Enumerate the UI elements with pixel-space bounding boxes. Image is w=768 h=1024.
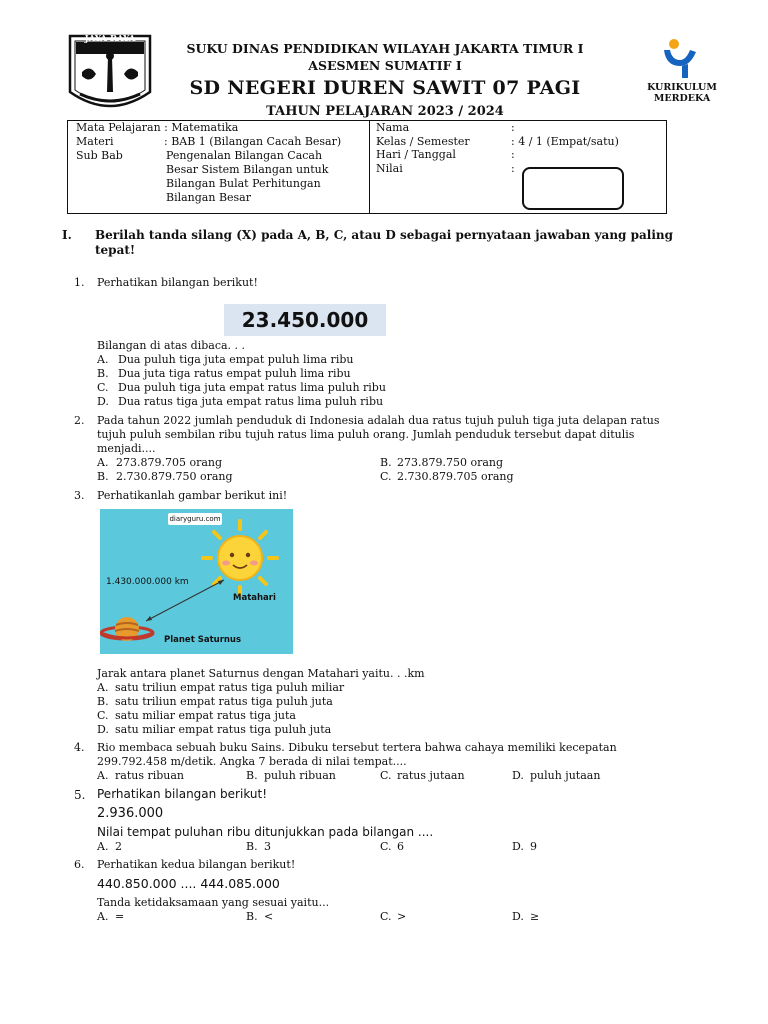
q1-big-number: 23.450.000 <box>241 308 369 332</box>
q5-big-number: 2.936.000 <box>97 806 164 821</box>
subbab-line-3: Bilangan Bulat Perhitungan <box>166 177 321 190</box>
q6-option-d[interactable]: ≥ <box>530 910 540 923</box>
section-instruction-line-1: Berilah tanda silang (X) pada A, B, C, atau D sebagai pernyataan jawaban yang paling <box>95 228 674 242</box>
q3-text: Perhatikanlah gambar berikut ini! <box>97 489 288 502</box>
q2-option-c[interactable]: 2.730.879.705 orang <box>397 470 514 483</box>
q5-number: 5. <box>74 788 86 802</box>
q6-number: 6. <box>74 858 85 871</box>
q5-option-d-key: D. <box>512 840 524 853</box>
jakarta-logo <box>66 32 154 116</box>
q3-option-d[interactable]: satu miliar empat ratus tiga puluh juta <box>115 723 332 736</box>
q5-option-c[interactable]: 6 <box>397 840 404 853</box>
q6-option-c[interactable]: > <box>397 910 407 923</box>
academic-year: TAHUN PELAJARAN 2023 / 2024 <box>266 104 504 119</box>
name-label: Nama <box>376 121 410 134</box>
q3-option-c-key: C. <box>97 709 109 722</box>
q2-text-line-1: Pada tahun 2022 jumlah penduduk di Indonesia adalah dua ratus tujuh puluh tiga juta delapan ratus <box>97 414 660 427</box>
score-label: Nilai <box>376 162 403 175</box>
q1-option-b-key: B. <box>97 367 109 380</box>
q6-option-b[interactable]: < <box>264 910 274 923</box>
sun-label: Matahari <box>233 593 276 603</box>
q2-option-b2-key: B. <box>97 470 109 483</box>
q6-option-d-key: D. <box>512 910 524 923</box>
q5-option-a-key: A. <box>97 840 109 853</box>
q5-option-d[interactable]: 9 <box>530 840 537 853</box>
q4-option-d-key: D. <box>512 769 524 782</box>
q3-option-a-key: A. <box>97 681 109 694</box>
q5-option-a[interactable]: 2 <box>115 840 122 853</box>
q4-option-d[interactable]: puluh jutaan <box>530 769 601 782</box>
header-agency: SUKU DINAS PENDIDIKAN WILAYAH JAKARTA TIMUR I <box>186 41 584 56</box>
class-label: Kelas / Semester <box>376 135 470 148</box>
q2-option-b1-key: B. <box>380 456 392 469</box>
q6-option-c-key: C. <box>380 910 392 923</box>
q1-option-c[interactable]: Dua puluh tiga juta empat ratus lima puluh ribu <box>118 381 386 394</box>
q1-option-d[interactable]: Dua ratus tiga juta empat ratus lima puluh ribu <box>118 395 384 408</box>
kurikulum-merdeka-label: KURIKULUM MERDEKA <box>647 82 717 104</box>
materi-label: Materi <box>76 135 114 148</box>
q4-option-c[interactable]: ratus jutaan <box>397 769 465 782</box>
q4-text-line-1: Rio membaca sebuah buku Sains. Dibuku tersebut tertera bahwa cahaya memiliki kecepatan <box>97 741 617 754</box>
section-number: I. <box>62 228 72 242</box>
q3-option-d-key: D. <box>97 723 109 736</box>
q4-text-line-2: 299.792.458 m/detik. Angka 7 berada di nilai tempat.... <box>97 755 407 768</box>
q2-number: 2. <box>74 414 85 427</box>
saturn-planet-icon <box>101 617 153 641</box>
logo-left-text: JAYA RAYA <box>84 34 136 44</box>
q5-option-b-key: B. <box>246 840 258 853</box>
q6-option-a-key: A. <box>97 910 109 923</box>
q1-option-a-key: A. <box>97 353 109 366</box>
q5-text: Perhatikan bilangan berikut! <box>97 787 268 801</box>
q1-option-a[interactable]: Dua puluh tiga juta empat puluh lima ribu <box>118 353 354 366</box>
q6-option-a[interactable]: = <box>115 910 125 923</box>
q1-option-c-key: C. <box>97 381 109 394</box>
materi-value: : BAB 1 (Bilangan Cacah Besar) <box>164 135 342 148</box>
kurikulum-merdeka-logo <box>660 36 704 80</box>
q2-option-b1[interactable]: 273.879.750 orang <box>397 456 504 469</box>
q6-text: Perhatikan kedua bilangan berikut! <box>97 858 296 871</box>
q2-option-a-key: A. <box>97 456 109 469</box>
q5-option-b[interactable]: 3 <box>264 840 271 853</box>
header-assessment: ASESMEN SUMATIF I <box>308 58 462 73</box>
q3-stem: Jarak antara planet Saturnus dengan Matahari yaitu. . .km <box>97 667 425 680</box>
subbab-line-4: Bilangan Besar <box>166 191 251 204</box>
q2-option-a[interactable]: 273.879.705 orang <box>116 456 223 469</box>
q4-option-a-key: A. <box>97 769 109 782</box>
subbab-line-2: Besar Sistem Bilangan untuk <box>166 163 329 176</box>
school-name: SD NEGERI DUREN SAWIT 07 PAGI <box>189 77 581 99</box>
q4-option-c-key: C. <box>380 769 392 782</box>
q4-option-b[interactable]: puluh ribuan <box>264 769 336 782</box>
saturn-sun-illustration <box>100 509 293 654</box>
q4-option-b-key: B. <box>246 769 258 782</box>
subbab-label: Sub Bab <box>76 149 123 162</box>
q5-stem: Nilai tempat puluhan ribu ditunjukkan pada bilangan .... <box>97 825 434 839</box>
subject-label: Mata Pelajaran : Matematika <box>76 121 239 134</box>
q3-number: 3. <box>74 489 85 502</box>
q3-option-b[interactable]: satu triliun empat ratus tiga puluh juta <box>115 695 333 708</box>
q1-option-b[interactable]: Dua juta tiga ratus empat puluh lima ribu <box>118 367 351 380</box>
q2-option-b2[interactable]: 2.730.879.750 orang <box>116 470 233 483</box>
score-box[interactable] <box>522 167 624 210</box>
q3-option-c[interactable]: satu miliar empat ratus tiga juta <box>115 709 296 722</box>
q2-text-line-2: tujuh puluh sembilan ribu tujuh ratus lima puluh orang. Jumlah penduduk tersebut dapat ditulis <box>97 428 635 441</box>
q2-text-line-3: menjadi.... <box>97 442 156 455</box>
q1-stem: Bilangan di atas dibaca. . . <box>97 339 246 352</box>
distance-label: 1.430.000.000 km <box>106 577 189 587</box>
date-field[interactable]: : <box>511 148 515 161</box>
q3-option-a[interactable]: satu triliun empat ratus tiga puluh miliar <box>115 681 345 694</box>
q4-number: 4. <box>74 741 85 754</box>
date-label: Hari / Tanggal <box>376 148 456 161</box>
q3-option-b-key: B. <box>97 695 109 708</box>
info-table-divider <box>369 121 370 214</box>
q2-option-c-key: C. <box>380 470 392 483</box>
class-value: : 4 / 1 (Empat/satu) <box>511 135 619 148</box>
q1-option-d-key: D. <box>97 395 109 408</box>
sun-rays-icon <box>203 521 277 595</box>
q6-option-b-key: B. <box>246 910 258 923</box>
q1-text: Perhatikan bilangan berikut! <box>97 276 258 289</box>
q6-stem: Tanda ketidaksamaan yang sesuai yaitu... <box>97 896 330 909</box>
image-site-text: diaryguru.com <box>169 515 221 523</box>
score-colon: : <box>511 162 515 175</box>
image-site-label <box>168 513 222 525</box>
q5-option-c-key: C. <box>380 840 392 853</box>
section-instruction-line-2: tepat! <box>95 243 136 257</box>
q1-number-box <box>224 304 386 336</box>
name-field[interactable]: : <box>511 121 515 134</box>
q4-option-a[interactable]: ratus ribuan <box>115 769 185 782</box>
q6-comparison: 440.850.000 .... 444.085.000 <box>97 876 280 891</box>
q1-number: 1. <box>74 276 85 289</box>
planet-label: Planet Saturnus <box>164 635 242 645</box>
subbab-line-1: Pengenalan Bilangan Cacah <box>166 149 323 162</box>
